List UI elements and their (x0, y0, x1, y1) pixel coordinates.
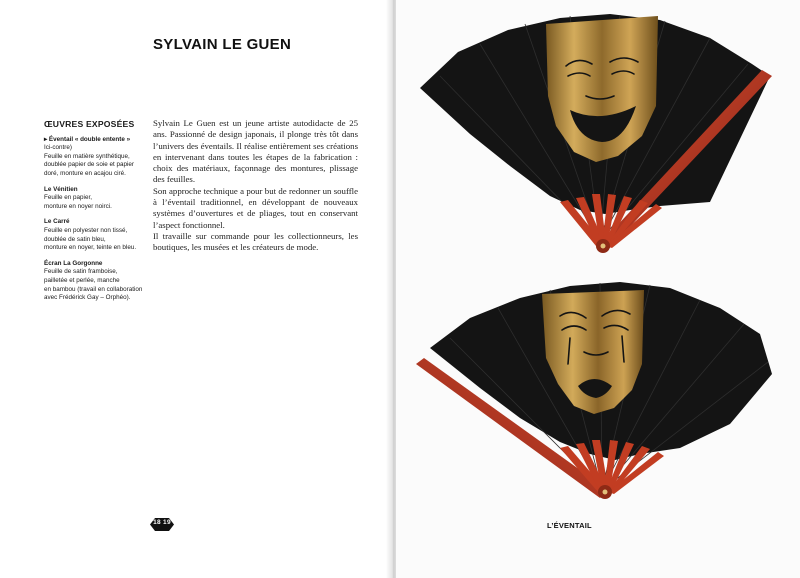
work-line: monture en noyer noirci. (44, 202, 112, 210)
work-item (44, 136, 156, 179)
work-line: Feuille en papier, (44, 194, 92, 202)
work-line: avec Frédérick Gay – Orphéo). (44, 294, 131, 302)
work-line: pailletée et perlée, manche (44, 276, 120, 284)
bio-paragraph: Sylvain Le Guen est un jeune artiste autodidacte de 25 ans. Passionné de design japonais, il plonge très tôt dans l’univers des éventails. Il réalise entièrement ses créations en intervenant dans toutes les étapes de la fabrication : choix des matériaux, façonnage des montures, plissage des feuilles. (153, 118, 358, 185)
works-heading: ŒUVRES EXPOSÉES (44, 119, 135, 129)
work-title: Le Vénitien (44, 185, 78, 193)
work-line: doublée papier de soie et papier (44, 161, 134, 169)
work-title: Écran La Gorgonne (44, 259, 103, 267)
work-line: en bambou (travail en collaboration (44, 285, 143, 293)
work-line: Feuille de satin framboise, (44, 268, 118, 276)
work-item (44, 218, 156, 252)
left-page (0, 0, 393, 578)
work-line: doré, monture en acajou ciré. (44, 169, 126, 177)
artist-bio (153, 118, 358, 254)
work-line: Feuille en matière synthétique, (44, 152, 130, 160)
work-title: ▸ Éventail « double entente » (44, 135, 131, 143)
work-line: doublée de satin bleu, (44, 235, 106, 243)
work-line: Ici-contre) (44, 144, 72, 152)
bio-paragraph: Il travaille sur commande pour les collectionneurs, les boutiques, les musées et les créateurs de mode. (153, 230, 358, 253)
fan-comedy-mask-icon (410, 6, 782, 260)
work-item (44, 186, 156, 212)
page-title: SYLVAIN LE GUEN (153, 36, 292, 53)
page-number: 18 19 (153, 519, 171, 526)
page-number-badge (150, 518, 174, 531)
work-title: Le Carré (44, 218, 70, 226)
exhibited-works (44, 120, 156, 310)
work-line: monture en noyer, teinte en bleu. (44, 244, 137, 252)
work-line: Feuille en polyester non tissé, (44, 226, 128, 234)
section-label: L’ÉVENTAIL (547, 521, 592, 530)
work-item (44, 260, 156, 303)
fan-tragedy-mask-icon (410, 278, 782, 504)
bio-paragraph: Son approche technique a pour but de redonner un souffle à l’éventail traditionnel, en développant de nouveaux systèmes d’ouvertures et de pliages, tout en conservant l’aspect fonctionnel. (153, 185, 358, 230)
